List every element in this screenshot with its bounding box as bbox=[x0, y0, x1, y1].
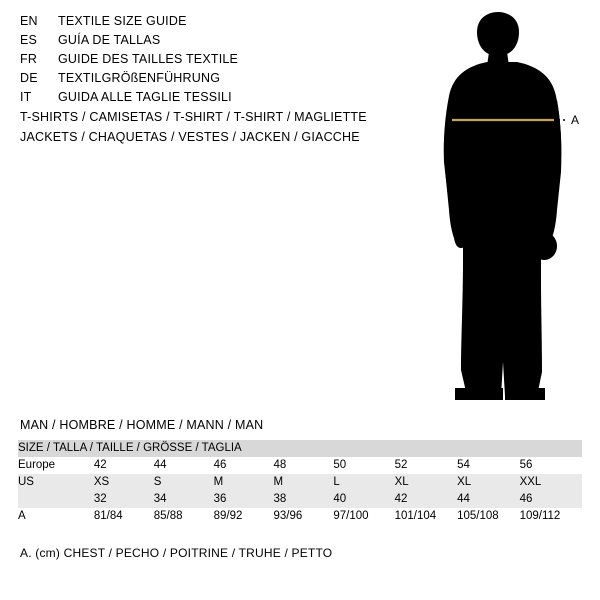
language-code: FR bbox=[20, 52, 38, 66]
language-text: GUIDE DES TAILLES TEXTILE bbox=[58, 52, 239, 66]
cell-value: XS bbox=[94, 474, 154, 491]
body-figure bbox=[405, 10, 595, 400]
table-footnote: A. (cm) CHEST / PECHO / POITRINE / TRUHE / PETTO bbox=[20, 546, 333, 560]
language-code: DE bbox=[20, 71, 38, 85]
cell-value: XL bbox=[457, 474, 520, 491]
cell-value: XXL bbox=[520, 474, 582, 491]
language-code: IT bbox=[20, 90, 32, 104]
language-list bbox=[20, 14, 380, 109]
cell-value: 105/108 bbox=[457, 508, 520, 525]
cell-value: M bbox=[214, 474, 274, 491]
cell-value: 42 bbox=[94, 457, 154, 474]
language-text: TEXTILE SIZE GUIDE bbox=[58, 14, 187, 28]
language-text: GUÍA DE TALLAS bbox=[58, 33, 161, 47]
row-label-us: US bbox=[18, 474, 94, 491]
row-label-us-numeric bbox=[18, 491, 94, 508]
cell-value: 34 bbox=[154, 491, 214, 508]
language-row bbox=[20, 52, 380, 71]
cell-value: 93/96 bbox=[273, 508, 333, 525]
language-code: ES bbox=[20, 33, 38, 47]
cell-value: 36 bbox=[214, 491, 274, 508]
language-row bbox=[20, 90, 380, 109]
table-section-title: MAN / HOMBRE / HOMME / MANN / MAN bbox=[20, 418, 264, 432]
cell-value: 109/112 bbox=[520, 508, 582, 525]
cell-value: 101/104 bbox=[395, 508, 458, 525]
cell-value: S bbox=[154, 474, 214, 491]
table-row bbox=[18, 457, 582, 474]
cell-value: 32 bbox=[94, 491, 154, 508]
language-code: EN bbox=[20, 14, 38, 28]
cell-value: L bbox=[333, 474, 394, 491]
cell-value: 48 bbox=[273, 457, 333, 474]
language-text: TEXTILGRÖßENFÜHRUNG bbox=[58, 71, 221, 85]
cell-value: 44 bbox=[457, 491, 520, 508]
male-silhouette-icon bbox=[405, 10, 595, 400]
table-row bbox=[18, 491, 582, 508]
cell-value: 46 bbox=[520, 491, 582, 508]
cell-value: 42 bbox=[395, 491, 458, 508]
cell-value: 50 bbox=[333, 457, 394, 474]
category-line-tshirts: T-SHIRTS / CAMISETAS / T-SHIRT / T-SHIRT / MAGLIETTE bbox=[20, 110, 367, 124]
table-row bbox=[18, 508, 582, 525]
cell-value: 85/88 bbox=[154, 508, 214, 525]
language-text: GUIDA ALLE TAGLIE TESSILI bbox=[58, 90, 232, 104]
cell-value: 54 bbox=[457, 457, 520, 474]
cell-value: 56 bbox=[520, 457, 582, 474]
language-row bbox=[20, 33, 380, 52]
table-row bbox=[18, 440, 582, 457]
size-table bbox=[18, 440, 582, 525]
cell-value: M bbox=[273, 474, 333, 491]
cell-value: 38 bbox=[273, 491, 333, 508]
table-row bbox=[18, 474, 582, 491]
cell-value: 81/84 bbox=[94, 508, 154, 525]
cell-value: 46 bbox=[214, 457, 274, 474]
cell-value: 44 bbox=[154, 457, 214, 474]
row-label-a: A bbox=[18, 508, 94, 525]
category-list bbox=[20, 110, 367, 150]
chest-marker-label: A bbox=[571, 113, 580, 127]
category-line-jackets: JACKETS / CHAQUETAS / VESTES / JACKEN / GIACCHE bbox=[20, 130, 360, 144]
cell-value: XL bbox=[395, 474, 458, 491]
cell-value: 89/92 bbox=[214, 508, 274, 525]
language-row bbox=[20, 71, 380, 90]
cell-value: 52 bbox=[395, 457, 458, 474]
language-row bbox=[20, 14, 380, 33]
cell-value: 97/100 bbox=[333, 508, 394, 525]
cell-value: 40 bbox=[333, 491, 394, 508]
row-label-europe: Europe bbox=[18, 457, 94, 474]
size-header-label: SIZE / TALLA / TAILLE / GRÖSSE / TAGLIA bbox=[18, 440, 582, 457]
